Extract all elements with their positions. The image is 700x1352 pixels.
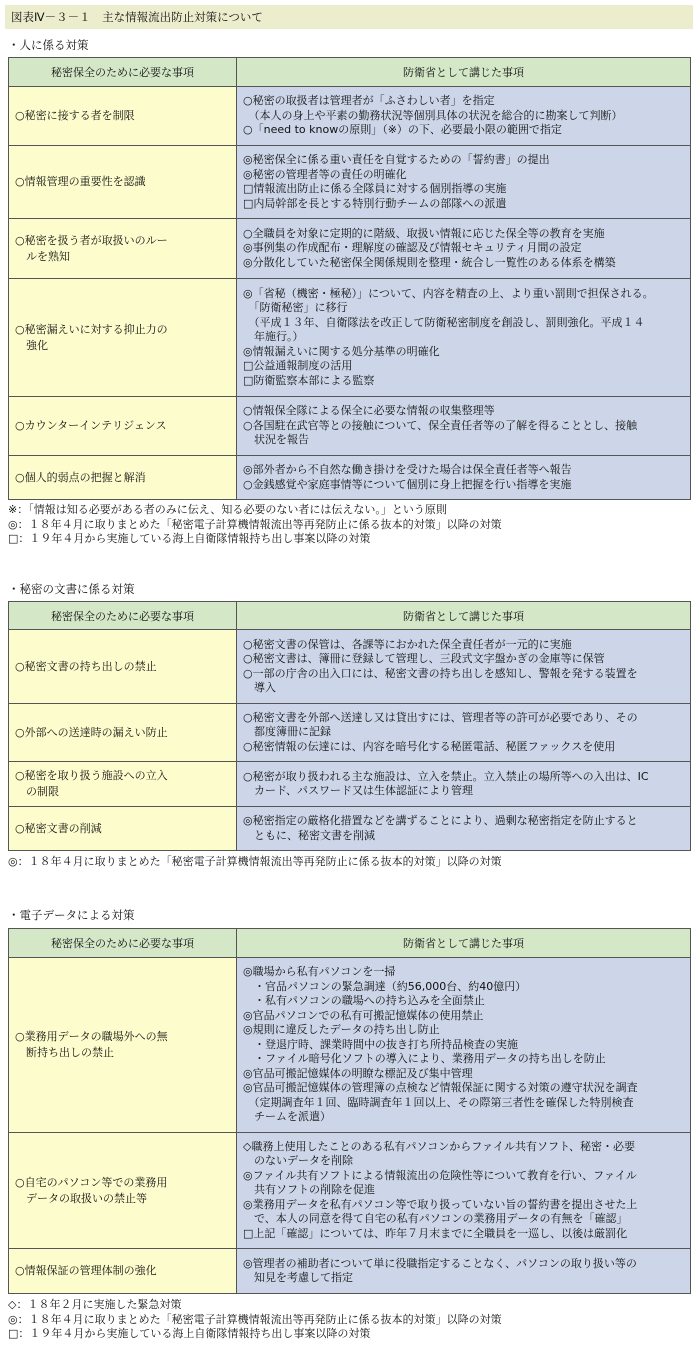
requirement-cell: ○情報管理の重要性を認識	[9, 146, 237, 219]
requirement-cell: ○カウンターインテリジェンス	[9, 397, 237, 456]
measures-cell: ○情報保全隊による保全に必要な情報の収集整理等 ○各国駐在武官等との接触について、保全責任者等の了解を得ることとし、接触 状況を報告	[237, 397, 691, 456]
requirement-cell: ○情報保証の管理体制の強化	[9, 1249, 237, 1294]
measures-cell: ○秘密が取り扱われる主な施設は、立入を禁止。立入禁止の場所等への入出は、IC カード、パスワード又は生体認証により管理	[237, 762, 691, 807]
legend-notes: ※：「情報は知る必要がある者のみに伝え、知る必要のない者には伝えない。」という原則 ◎：１８年４月に取りまとめた「秘密電子計算機情報流出等再発防止に係る抜本的対策」以降の対策 □：１９年４月から実施している海上自衛隊情報持ち出し事案以降の対策	[8, 503, 502, 545]
requirement-cell: ○自宅のパソコン等での業務用 データの取扱いの禁止等	[9, 1133, 237, 1249]
table-header	[9, 929, 691, 958]
requirement-cell: ○秘密を扱う者が取扱いのルー ルを熟知	[9, 219, 237, 279]
table-row	[9, 704, 691, 762]
measures-cell: ◎秘密保全に係る重い責任を自覚するための「誓約書」の提出 ◎秘密の管理者等の責任の明確化 □情報流出防止に係る全隊員に対する個別指導の実施 □内局幹部を長とする特別行動チームの部隊への派遣	[237, 146, 691, 219]
table-header	[9, 58, 691, 87]
measures-cell: ○秘密文書の保管は、各課等におかれた保全責任者が一元的に実施 ○秘密文書は、簿冊に登録して管理し、三段式文字盤かぎの金庫等に保管 ○一部の庁舎の出入口には、秘密文書の持ち出しを感知し、警報を発する装置を 導入	[237, 630, 691, 704]
col-header-measures: 防衛省として講じた事項	[237, 58, 691, 87]
table-row	[9, 87, 691, 146]
col-header-requirement: 秘密保全のために必要な事項	[9, 929, 237, 958]
table-row	[9, 630, 691, 704]
requirement-cell: ○個人的弱点の把握と解消	[9, 456, 237, 500]
measures-cell: ○秘密文書を外部へ送達し又は貸出すには、管理者等の許可が必要であり、その 都度簿冊に記録 ○秘密情報の伝達には、内容を暗号化する秘匿電話、秘匿ファックスを使用	[237, 704, 691, 762]
table-row	[9, 456, 691, 500]
table-documents	[8, 601, 691, 851]
measures-cell: ◎職場から私有パソコンを一掃 ・官品パソコンの緊急調達（約56,000台、約40億円） ・私有パソコンの職場への持ち込みを全面禁止 ◎官品パソコンでの私有可搬記憶媒体の使用禁止 ◎規則に違反したデータの持ち出し防止 ・登退庁時、課業時間中の抜き打ち所持品検査の実施 ・ファイル暗号化ソフトの導入により、業務用データの持ち出しを防止 ◎官品可搬記憶媒体の明瞭な標記及び集中管理 ◎官品可搬記憶媒体の管理簿の点検など情報保証に関する対策の遵守状況を調査 （定期調査年１回、臨時調査年１回以上、その際第三者性を確保した特別検査 チームを派遣）	[237, 958, 691, 1133]
requirement-cell: ○外部への送達時の漏えい防止	[9, 704, 237, 762]
table-row	[9, 1249, 691, 1294]
requirement-cell: ○秘密文書の削減	[9, 807, 237, 851]
measures-cell: ◎管理者の補助者について単に役職指定することなく、パソコンの取り扱い等の 知見を考慮して指定	[237, 1249, 691, 1294]
measures-cell: ◎部外者から不自然な働き掛けを受けた場合は保全責任者等へ報告 ○金銭感覚や家庭事情等について個別に身上把握を行い指導を実施	[237, 456, 691, 500]
table-header	[9, 602, 691, 630]
table-row	[9, 279, 691, 397]
requirement-cell: ○秘密漏えいに対する抑止力の 強化	[9, 279, 237, 397]
table-electronic-data	[8, 928, 691, 1294]
measures-cell: ◎「省秘（機密・極秘）」について、内容を精査の上、より重い罰則で担保される。 「防衛秘密」に移行 （平成１３年、自衛隊法を改正して防衛秘密制度を創設し、罰則強化。平成１４ 年施行。） ◎情報漏えいに関する処分基準の明確化 □公益通報制度の活用 □防衛監察本部による監察	[237, 279, 691, 397]
section-title-personnel: ・人に係る対策	[8, 38, 89, 52]
measures-cell: ○秘密の取扱者は管理者が「ふさわしい者」を指定 （本人の身上や平素の勤務状況等個別具体の状況を総合的に勘案して判断） ○「need to knowの原則」（※）の下、必要最小限の範囲で指定	[237, 87, 691, 146]
section-title-electronic-data: ・電子データによる対策	[8, 908, 135, 922]
requirement-cell: ○業務用データの職場外への無 断持ち出しの禁止	[9, 958, 237, 1133]
col-header-requirement: 秘密保全のために必要な事項	[9, 58, 237, 87]
measures-cell: ○全職員を対象に定期的に階級、取扱い情報に応じた保全等の教育を実施 ◎事例集の作成配布・理解度の確認及び情報セキュリティ月間の設定 ◎分散化していた秘密保全関係規則を整理・統合し一覧性のある体系を構築	[237, 219, 691, 279]
col-header-requirement: 秘密保全のために必要な事項	[9, 602, 237, 630]
figure-title: 図表Ⅳ－３－１ 主な情報流出防止対策について	[5, 5, 693, 29]
legend-notes: ◎：１８年４月に取りまとめた「秘密電子計算機情報流出等再発防止に係る抜本的対策」以降の対策	[8, 855, 502, 868]
section-title-documents: ・秘密の文書に係る対策	[8, 582, 135, 596]
table-personnel	[8, 57, 691, 500]
table-row	[9, 958, 691, 1133]
requirement-cell: ○秘密文書の持ち出しの禁止	[9, 630, 237, 704]
measures-cell: ◇職務上使用したことのある私有パソコンからファイル共有ソフト、秘密・必要 のないデータを削除 ◎ファイル共有ソフトによる情報流出の危険性等について教育を行い、ファイル 共有ソフトの削除を促進 ◎業務用データを私有パソコン等で取り扱っていない旨の誓約書を提出させた上 で、本人の同意を得て自宅の私有パソコンの業務用データの有無を「確認」 □上記「確認」については、昨年７月末までに全職員を一巡し、以後は厳罰化	[237, 1133, 691, 1249]
table-row	[9, 1133, 691, 1249]
requirement-cell: ○秘密を取り扱う施設への立入 の制限	[9, 762, 237, 807]
table-row	[9, 146, 691, 219]
legend-notes: ◇：１８年２月に実施した緊急対策 ◎：１８年４月に取りまとめた「秘密電子計算機情報流出等再発防止に係る抜本的対策」以降の対策 □：１９年４月から実施している海上自衛隊情報持ち出し事案以降の対策	[8, 1298, 502, 1340]
requirement-cell: ○秘密に接する者を制限	[9, 87, 237, 146]
measures-cell: ◎秘密指定の厳格化措置などを講ずることにより、過剰な秘密指定を防止すると ともに、秘密文書を削減	[237, 807, 691, 851]
table-row	[9, 762, 691, 807]
table-row	[9, 807, 691, 851]
table-row	[9, 219, 691, 279]
table-row	[9, 397, 691, 456]
col-header-measures: 防衛省として講じた事項	[237, 602, 691, 630]
col-header-measures: 防衛省として講じた事項	[237, 929, 691, 958]
